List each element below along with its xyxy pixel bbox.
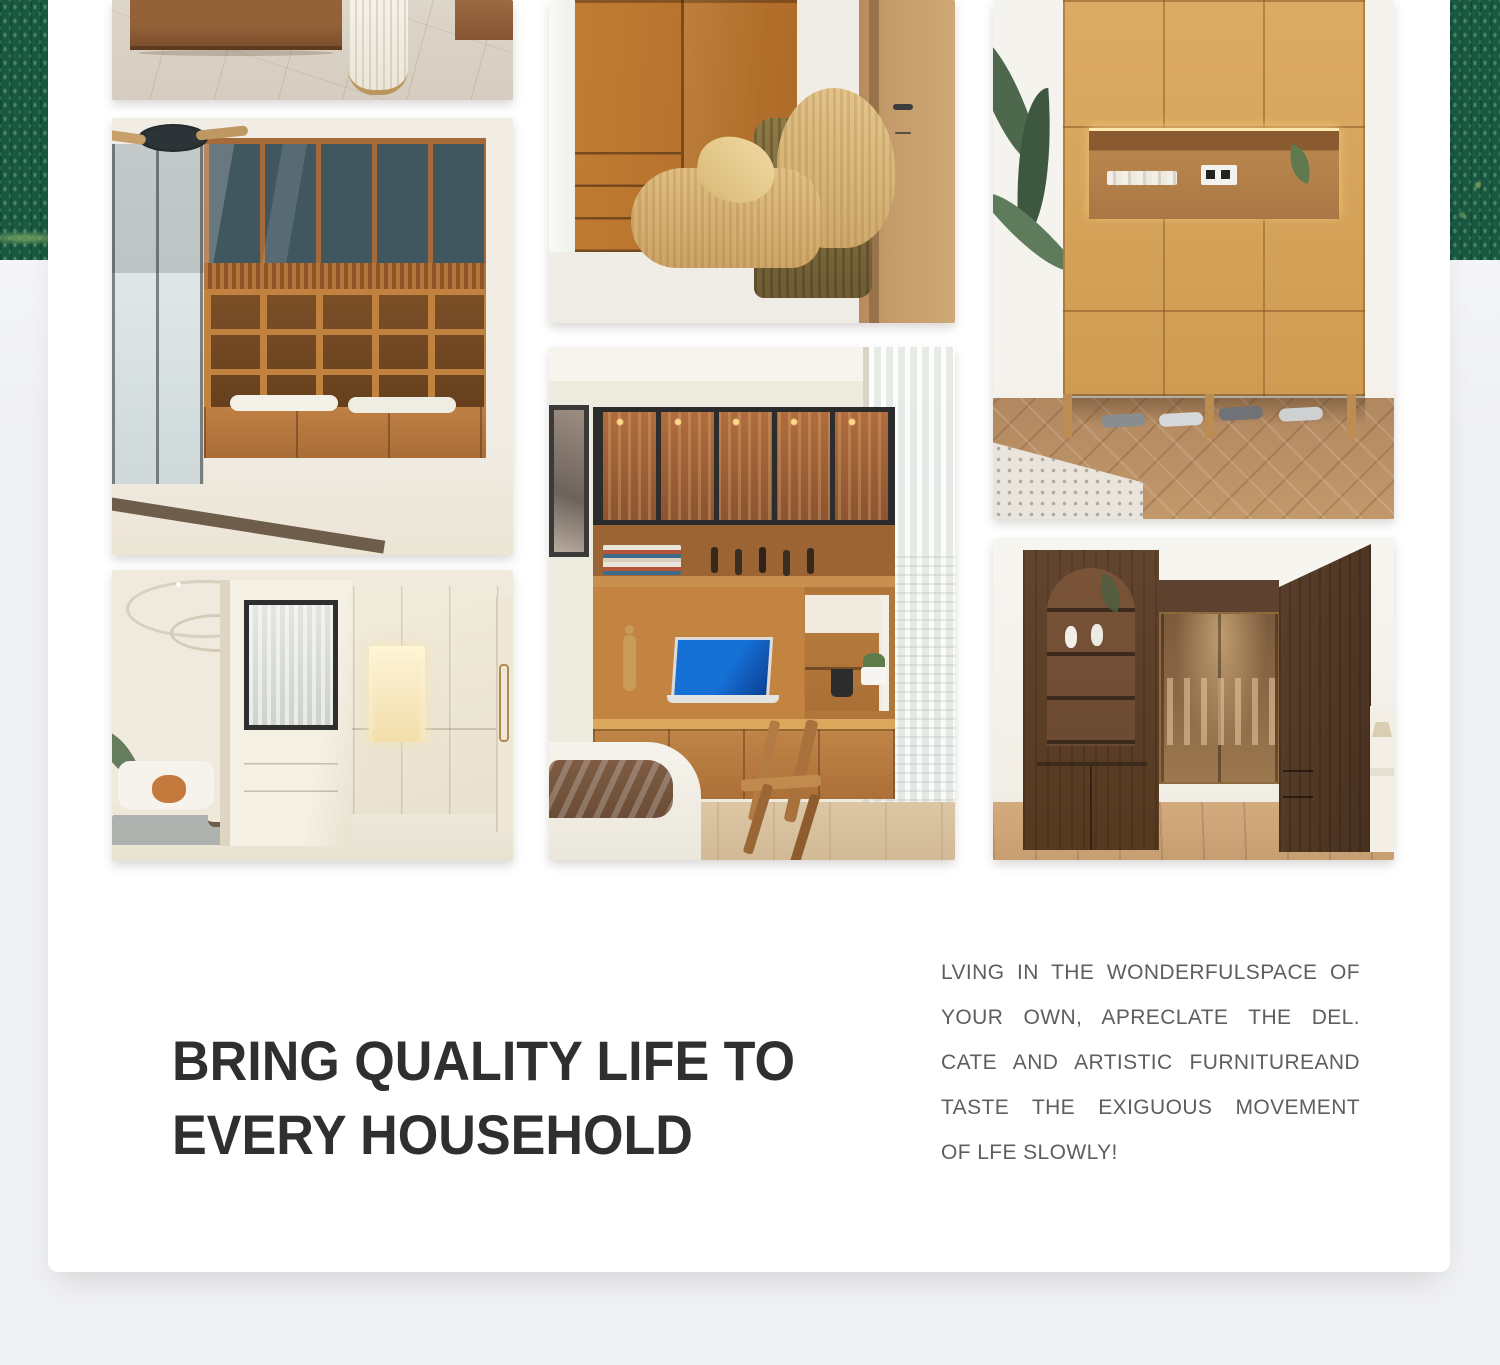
- lit-display-niche: [1089, 128, 1339, 219]
- ceiling-fan-shape: [138, 124, 208, 152]
- description-line: CATE AND ARTISTIC FURNITUREAND: [941, 1051, 1360, 1074]
- bench-drawers: [204, 407, 486, 458]
- throw-blanket-shape: [152, 775, 186, 803]
- door-edge-shape: [455, 0, 513, 40]
- bookshelf-cabinet-shape: [204, 138, 486, 458]
- lit-niche: [369, 646, 425, 742]
- description-line: YOUR OWN, APRECLATE THE DEL.: [941, 1006, 1360, 1029]
- photo-desk-bookcase-bedroom: [549, 347, 955, 860]
- book-stack-shape: [603, 545, 681, 575]
- description-line: TASTE THE EXIGUOUS MOVEMENT: [941, 1096, 1360, 1119]
- photo-oak-hallway-cabinet: [993, 0, 1394, 519]
- chair-back-post: [783, 719, 818, 823]
- glass-display-row: [593, 407, 895, 525]
- upper-wardrobe-panel: [1159, 580, 1279, 612]
- frosted-window-pane: [244, 600, 338, 730]
- heading-line-2: EVERY HOUSEHOLD: [172, 1102, 693, 1166]
- figurines-shapes: [711, 547, 718, 573]
- description-line: LVING IN THE WONDERFULSPACE OF: [941, 961, 1360, 984]
- books-row-shape: [1107, 171, 1177, 185]
- balcony-window-shape: [112, 144, 204, 484]
- chair-seat: [741, 774, 822, 792]
- mannequin-figurine: [623, 635, 636, 691]
- photo-entry-sideboard: [112, 0, 513, 100]
- photo-cream-partition: [112, 570, 513, 861]
- plant-pot-shape: [861, 667, 887, 685]
- laptop-shape: [667, 637, 779, 703]
- photo-walnut-walk-in-closet: [993, 538, 1394, 860]
- bedside-lamp-shape: [1370, 706, 1394, 852]
- chair-legs: [743, 783, 774, 855]
- flip-clock-shape: [1201, 165, 1237, 185]
- folding-chair-shape: [737, 719, 833, 857]
- column-cabinet-shape: [348, 0, 408, 95]
- shoes-row-shapes: [1101, 413, 1146, 428]
- photo-wardrobe-armchair: [549, 0, 955, 323]
- partition-cabinet-shape: [220, 580, 352, 846]
- heading-line-1: BRING QUALITY LIFE TO: [172, 1028, 796, 1092]
- description-line: OF LFE SLOWLY!: [941, 1141, 1118, 1164]
- open-cubby-grid: [204, 289, 486, 407]
- glass-wardrobe-corridor: [1159, 612, 1283, 784]
- fluted-panel: [204, 263, 486, 289]
- floor-border-strip: [112, 495, 385, 553]
- bed-corner-shape: [549, 742, 701, 860]
- pen-cup-shape: [831, 669, 853, 697]
- angled-wardrobe-wall: [1279, 544, 1371, 852]
- ceiling-spotlights: [176, 582, 181, 587]
- bench-cushions: [230, 395, 338, 411]
- lower-doors: [1037, 762, 1147, 850]
- description-text: [941, 950, 1360, 1175]
- arched-display-niche: [1047, 568, 1135, 746]
- sideboard-shape: [130, 0, 342, 50]
- wall-art-frame: [549, 405, 589, 557]
- mirror-wall-shape: [549, 0, 578, 252]
- open-shelf: [593, 525, 895, 587]
- photo-bookshelf-wall: [112, 118, 513, 555]
- palm-plant-shape: [993, 21, 1044, 177]
- door-with-brass-handle: [496, 596, 513, 832]
- plant-sprig-shape: [1283, 144, 1317, 184]
- glass-doors-row: [204, 138, 486, 269]
- walnut-shelf-unit: [1023, 550, 1159, 850]
- oak-cabinet-shape: [1063, 0, 1365, 396]
- section-heading: [172, 1024, 804, 1172]
